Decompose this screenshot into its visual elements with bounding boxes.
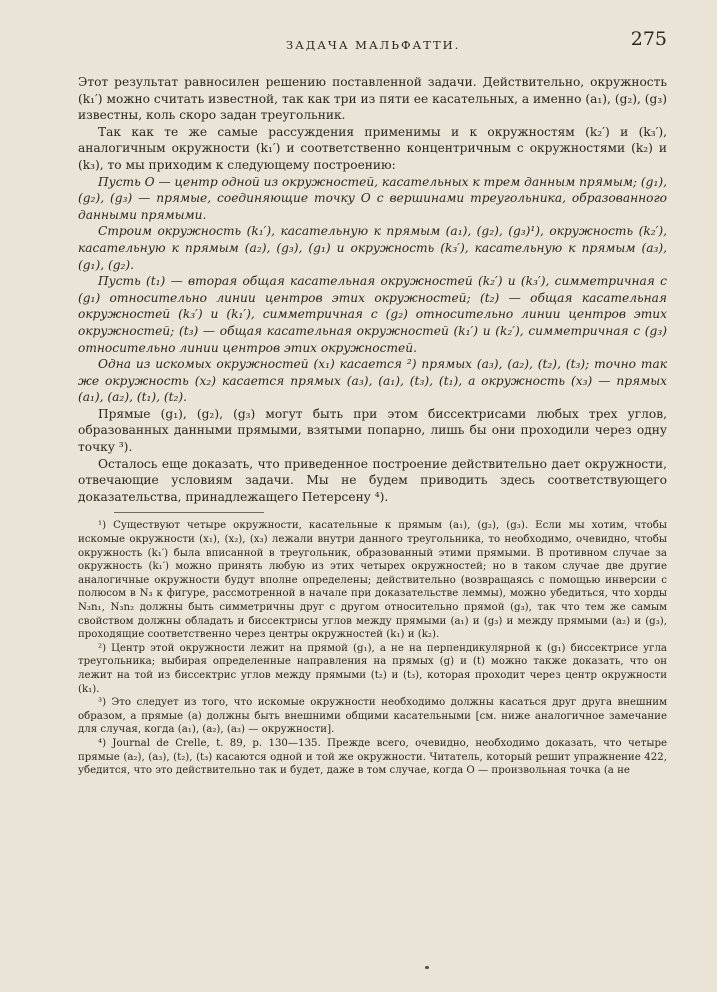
running-title: ЗАДАЧА МАЛЬФАТТИ. (286, 38, 461, 52)
paragraph: Прямые (g₁), (g₂), (g₃) могут быть при этом биссектрисами любых трех углов, образованных данными прямыми, взятыми попарно, лишь бы они проходили через одну точку ³). (78, 406, 667, 455)
footnotes (78, 519, 667, 777)
paragraph: Осталось еще доказать, что приведенное построение действительно дает окружности, отвечающие условиям задачи. Мы не будем приводить здесь соответствующего доказательства, принадлежащего Петерсену ⁴). (78, 456, 667, 504)
paragraph: Строим окружность (k₁′), касательную к прямым (a₁), (g₂), (g₃)¹), окружность (k₂′), касательную к прямым (a₂), (g₃), (g₁) и окружность (k₃′), касательную к прямым (a₃), (g₁), (g₂). (78, 224, 667, 272)
footnote: ²) Центр этой окружности лежит на прямой (g₁), а не на перпендикулярной к (g₁) биссектрисе угла треугольника; выбирая определенные направления на прямых (g) и (t) можно также доказать, что он лежит на той из биссектрис углов между прямыми (t₂) и (t₃), которая проходит через центр окружности (k₁). (78, 642, 667, 695)
paragraph: Этот результат равносилен решению поставленной задачи. Действительно, окружность (k₁′) можно считать известной, так как три из пяти ее касательных, а именно (a₁), (g₂), (g₃) известны, коль скоро задан треугольник. (78, 75, 667, 123)
footnote: ⁴) Journal de Crelle, t. 89, p. 130—135. Прежде всего, очевидно, необходимо доказать, что четыре прямые (a₂), (a₃), (t₂), (t₃) касаются одной и той же окружности. Читатель, который решит упражнение 422, убедится, что это действительно так и будет, даже в том случае, когда O — произвольная точка (а не (78, 737, 667, 777)
footnote: ³) Это следует из того, что искомые окружности необходимо должны касаться друг друга внешним образом, а прямые (a) должны быть внешними общими касательными [см. ниже аналогичное замечание для случая, когда (a₁), (a₂), (a₃) — окружности]. (78, 697, 667, 736)
page-header (78, 26, 667, 54)
paragraph: Так как те же самые рассуждения применимы и к окружностям (k₂′) и (k₃′), аналогичным окружности (k₁′) и соответственно концентричным с окружностями (k₂) и (k₃), то мы приходим к следующему построению: (78, 124, 667, 172)
main-text (78, 74, 667, 505)
paragraph: Одна из искомых окружностей (x₁) касается ²) прямых (a₃), (a₂), (t₂), (t₃); точно так же окружность (x₂) касается прямых (a₃), (a₁), (t₃), (t₁), а окружность (x₃) — прямых (a₁), (a₂), (t₁), (t₂). (78, 357, 667, 405)
footnote-divider (114, 512, 264, 513)
ink-mark (425, 966, 429, 969)
paragraph: Пусть O — центр одной из окружностей, касательных к трем данным прямым; (g₁), (g₂), (g₃) — прямые, соединяющие точку O с вершинами треугольника, образованного данными прямыми. (78, 174, 667, 222)
paragraph: Пусть (t₁) — вторая общая касательная окружностей (k₂′) и (k₃′), симметричная с (g₁) относительно линии центров этих окружностей; (t₂) — общая касательная окружностей (k₃′) и (k₁′), симметричная с (g₂) относительно линии центров этих окружностей; (t₃) — общая касательная окружностей (k₁′) и (k₂′), симметричная с (g₃) относительно линии центров этих окружностей. (78, 274, 667, 355)
page-number: 275 (630, 28, 667, 50)
footnote: ¹) Существуют четыре окружности, касательные к прямым (a₁), (g₂), (g₃). Если мы хотим, чтобы искомые окружности (x₁), (x₂), (x₃) лежали внутри данного треугольника, то необходимо, очевидно, чтобы окружность (k₁′) была вписанной в треугольник, образованный этими прямыми. В противном случае за окружность (k₁′) можно принять любую из этих четырех окружностей; но в таком случае две другие аналогичные окружности будут вполне определены; действительно (возвращаясь с помощью инверсии с полюсом в N₃ к фигуре, рассмотренной в начале при доказательстве леммы), можно убедиться, что хорды N₃n₁, N₃n₂ должны быть симметричны друг с другом относительно прямой (g₃), так что тем же самым свойством должны обладать и биссектрисы углов между прямыми (a₁) и (g₃) и между прямыми (a₂) и (g₃), проходящие соответственно через центры окружностей (k₁) и (k₂). (78, 520, 667, 641)
